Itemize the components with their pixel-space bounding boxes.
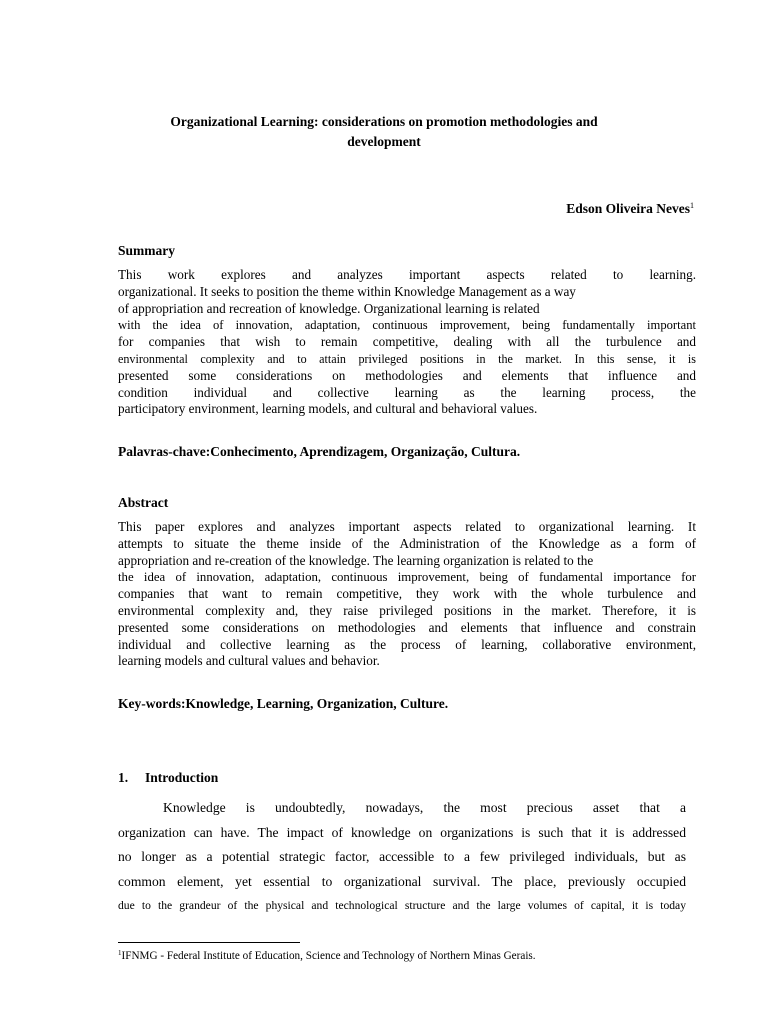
section-number: 1. [118, 770, 129, 785]
intro-line: common element, yet essential to organizational survival. The place, previously occupied [118, 873, 686, 889]
summary-line: for companies that wish to remain competitive, dealing with all the turbulence and [118, 334, 696, 350]
summary-line: condition individual and collective learning as the learning process, the [118, 384, 696, 400]
footnote-divider [118, 942, 300, 943]
title-line-1: Organizational Learning: considerations on promotion methodologies and [170, 114, 598, 129]
abstract-line: This paper explores and analyzes important aspects related to organizational learning. It [118, 519, 696, 534]
summary-line: This work explores and analyzes important aspects related to learning. [118, 267, 696, 282]
summary-line: presented some considerations on methodologies and elements that influence and [118, 367, 696, 383]
intro-line: no longer as a potential strategic factor, accessible to a few privileged individuals, but as [118, 849, 686, 865]
summary-line: participatory environment, learning models, and cultural and behavioral values. [118, 401, 538, 417]
abstract-line: the idea of innovation, adaptation, continuous improvement, being of fundamental importance for [118, 570, 696, 585]
summary-heading: Summary [118, 243, 175, 258]
section-title: Introduction [145, 770, 219, 785]
footnote-mark: 1 [118, 949, 122, 957]
summary-line: with the idea of innovation, adaptation, continuous improvement, being fundamentally important [118, 318, 696, 333]
abstract-line: appropriation and re-creation of the knowledge. The learning organization is related to the [118, 552, 594, 568]
intro-line: due to the grandeur of the physical and technological structure and the large volumes of capital, it is today [118, 899, 686, 913]
abstract-line: presented some considerations on methodologies and elements that influence and constrain [118, 619, 696, 635]
abstract-line: attempts to situate the theme inside of the Administration of the Knowledge as a form of [118, 535, 696, 551]
abstract-line: companies that want to remain competitive, they work with the whole turbulence and [118, 586, 696, 602]
introduction-paragraph [118, 796, 686, 919]
paper-title [118, 112, 650, 152]
keywords: Key-words:Knowledge, Learning, Organization, Culture. [118, 696, 449, 711]
summary-paragraph [118, 267, 696, 418]
abstract-line: environmental complexity and, they raise privileged positions in the market. Therefore, it is [118, 602, 696, 618]
author-name-text: Edson Oliveira Neves [566, 201, 690, 216]
author-footnote-mark: 1 [690, 201, 694, 210]
title-line-2: development [347, 134, 421, 149]
intro-line: Knowledge is undoubtedly, nowadays, the most precious asset that a [163, 800, 686, 815]
summary-line: organizational. It seeks to position the theme within Knowledge Management as a way [118, 283, 576, 299]
abstract-heading: Abstract [118, 495, 169, 510]
abstract-paragraph [118, 519, 696, 670]
author-name [566, 201, 694, 217]
footnote [118, 949, 536, 962]
summary-line: of appropriation and recreation of knowledge. Organizational learning is related [118, 300, 540, 316]
abstract-line: learning models and cultural values and behavior. [118, 653, 380, 669]
palavras-chave: Palavras-chave:Conhecimento, Aprendizagem, Organização, Cultura. [118, 444, 521, 459]
footnote-text: IFNMG - Federal Institute of Education, Science and Technology of Northern Minas Gerais. [121, 950, 536, 962]
summary-line: environmental complexity and to attain privileged positions in the market. In this sense, it is [118, 351, 696, 366]
introduction-heading [118, 770, 218, 786]
intro-line: organization can have. The impact of knowledge on organizations is such that it is addressed [118, 824, 686, 840]
abstract-line: individual and collective learning as the process of learning, collaborative environment, [118, 636, 696, 652]
